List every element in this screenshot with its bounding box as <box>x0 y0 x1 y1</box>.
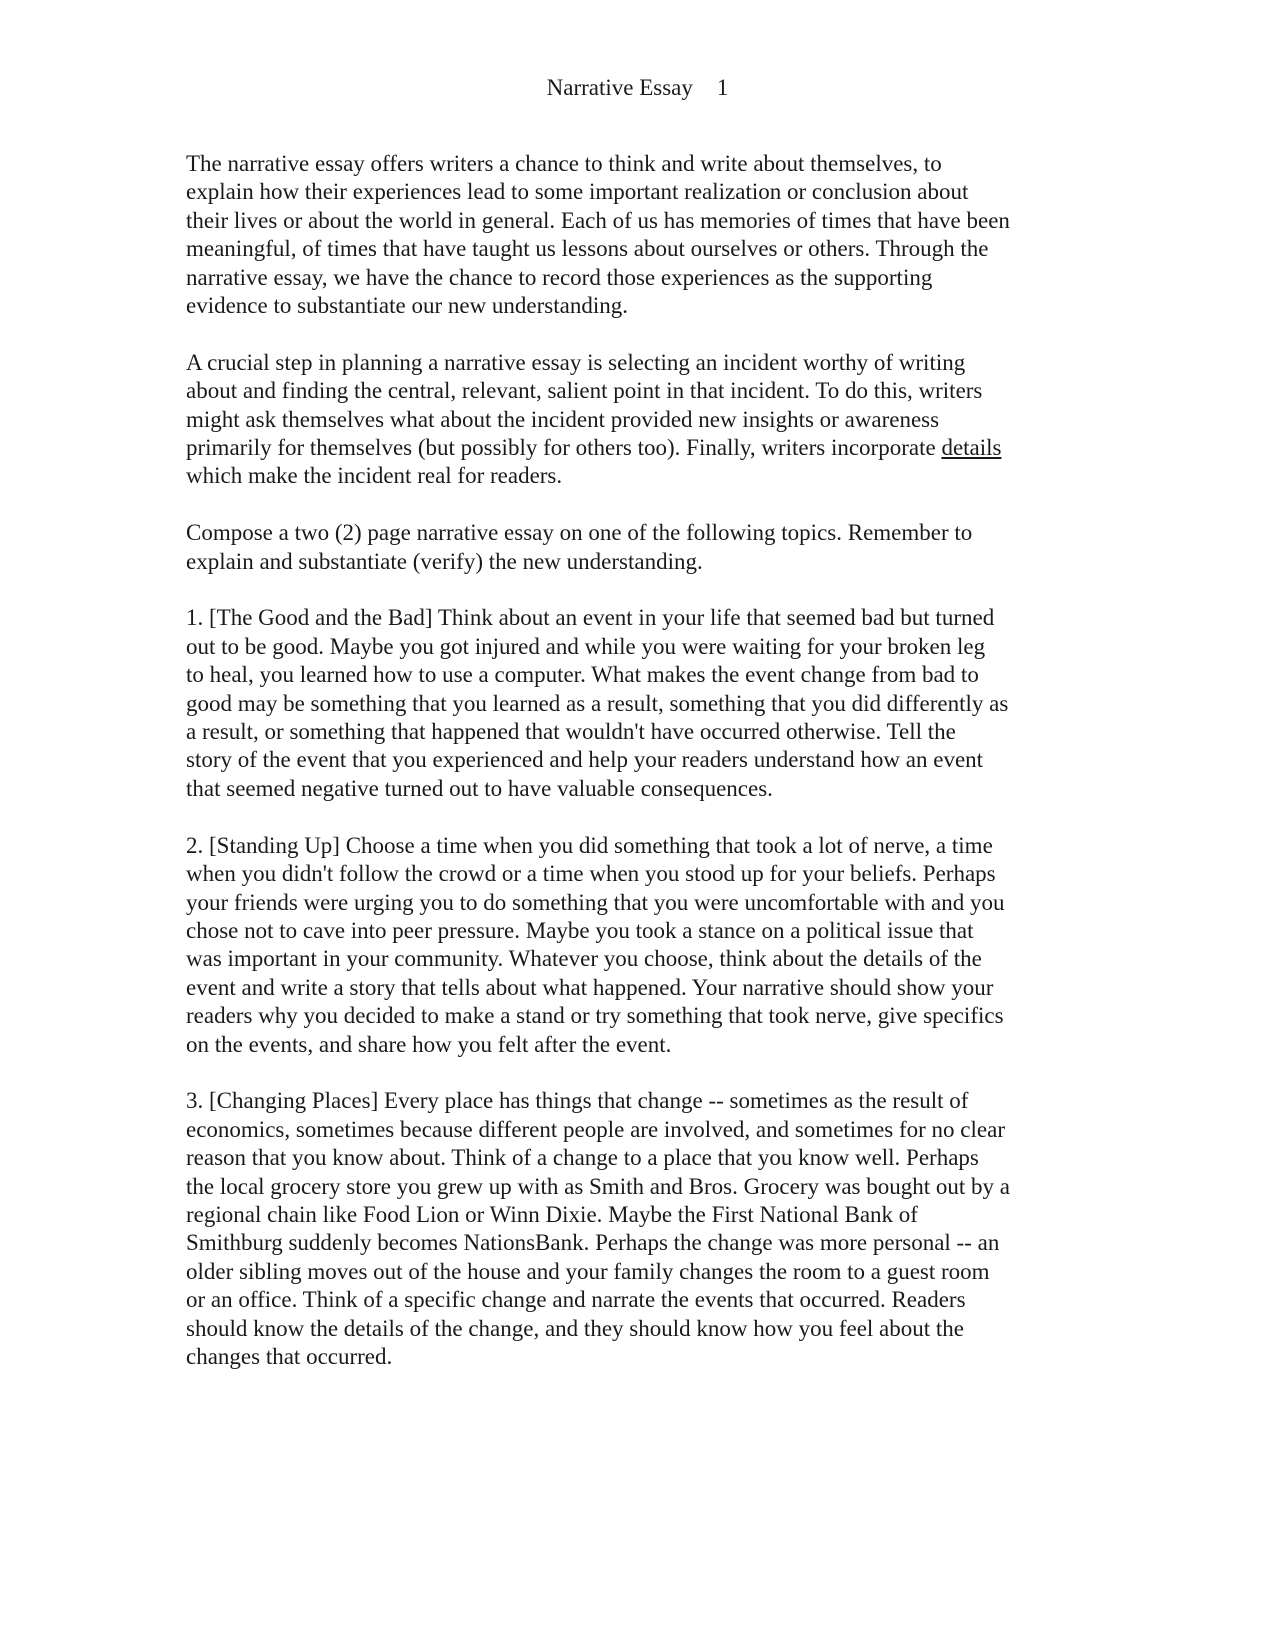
text-line: explain and substantiate (verify) the new understanding. <box>186 548 703 574</box>
text-line: chose not to cave into peer pressure. Maybe you took a stance on a political issue that <box>186 917 974 943</box>
text-line: Smithburg suddenly becomes NationsBank. Perhaps the change was more personal -- an <box>186 1230 1000 1256</box>
paragraph-intro <box>186 150 1086 320</box>
document-body <box>186 150 1086 1400</box>
text-line: 2. [Standing Up] Choose a time when you did something that took a lot of nerve, a time <box>186 832 993 858</box>
text-line: A crucial step in planning a narrative essay is selecting an incident worthy of writing <box>186 349 966 375</box>
text-line: meaningful, of times that have taught us lessons about ourselves or others. Through the <box>186 236 989 262</box>
text-line: readers why you decided to make a stand or try something that took nerve, give specifics <box>186 1003 1004 1029</box>
topic-1-good-and-bad <box>186 604 1086 803</box>
text-line: explain how their experiences lead to some important realization or conclusion about <box>186 179 969 205</box>
text-line: the local grocery store you grew up with as Smith and Bros. Grocery was bought out by a <box>186 1173 1010 1199</box>
text-line: might ask themselves what about the incident provided new insights or awareness <box>186 406 940 432</box>
text-line: should know the details of the change, and they should know how you feel about the <box>186 1315 965 1341</box>
text-line: The narrative essay offers writers a chance to think and write about themselves, to <box>186 151 942 176</box>
text-line: out to be good. Maybe you got injured and while you were waiting for your broken leg <box>186 633 986 659</box>
text-line: or an office. Think of a specific change and narrate the events that occurred. Readers <box>186 1287 966 1313</box>
text-line: was important in your community. Whatever you choose, think about the details of the <box>186 946 982 972</box>
text-line: a result, or something that happened that wouldn't have occurred otherwise. Tell the <box>186 719 956 745</box>
text-line: event and write a story that tells about what happened. Your narrative should show your <box>186 974 994 1000</box>
text-line: regional chain like Food Lion or Winn Dixie. Maybe the First National Bank of <box>186 1201 918 1227</box>
paragraph-instructions <box>186 519 1086 576</box>
topic-2-standing-up <box>186 832 1086 1059</box>
text-line: your friends were urging you to do something that you were uncomfortable with and you <box>186 889 1005 915</box>
text-line: Compose a two (2) page narrative essay on one of the following topics. Remember to <box>186 520 973 546</box>
text-line: which make the incident real for readers. <box>186 463 563 489</box>
text-line: that seemed negative turned out to have valuable consequences. <box>186 775 773 801</box>
text-line: changes that occurred. <box>186 1343 393 1369</box>
text-line: 1. [The Good and the Bad] Think about an event in your life that seemed bad but turned <box>186 605 995 631</box>
text-line: narrative essay, we have the chance to record those experiences as the supporting <box>186 264 933 290</box>
text-line-with-underline <box>186 434 1086 462</box>
page-number: 1 <box>716 75 729 100</box>
text-line: about and finding the central, relevant, salient point in that incident. To do this, writers <box>186 378 983 404</box>
text-segment: primarily for themselves (but possibly for others too). Finally, writers incorporate <box>186 435 942 461</box>
text-line: story of the event that you experienced and help your readers understand how an event <box>186 747 984 773</box>
page-header <box>0 74 1275 102</box>
text-line: when you didn't follow the crowd or a time when you stood up for your beliefs. Perhaps <box>186 861 996 887</box>
text-line: economics, sometimes because different people are involved, and sometimes for no clear <box>186 1116 1005 1142</box>
text-line: on the events, and share how you felt after the event. <box>186 1031 672 1057</box>
text-line: older sibling moves out of the house and your family changes the room to a guest room <box>186 1258 990 1284</box>
text-line: to heal, you learned how to use a computer. What makes the event change from bad to <box>186 662 979 688</box>
text-line: reason that you know about. Think of a change to a place that you know well. Perhaps <box>186 1145 979 1171</box>
text-line: their lives or about the world in general. Each of us has memories of times that have been <box>186 207 1010 233</box>
text-line: 3. [Changing Places] Every place has things that change -- sometimes as the result of <box>186 1088 969 1114</box>
text-line: evidence to substantiate our new understanding. <box>186 293 628 319</box>
text-line: good may be something that you learned as a result, something that you did differently as <box>186 690 1009 716</box>
underlined-word-details: details <box>941 435 1002 461</box>
topic-3-changing-places <box>186 1087 1086 1371</box>
header-title: Narrative Essay <box>546 75 693 100</box>
paragraph-planning <box>186 349 1086 491</box>
